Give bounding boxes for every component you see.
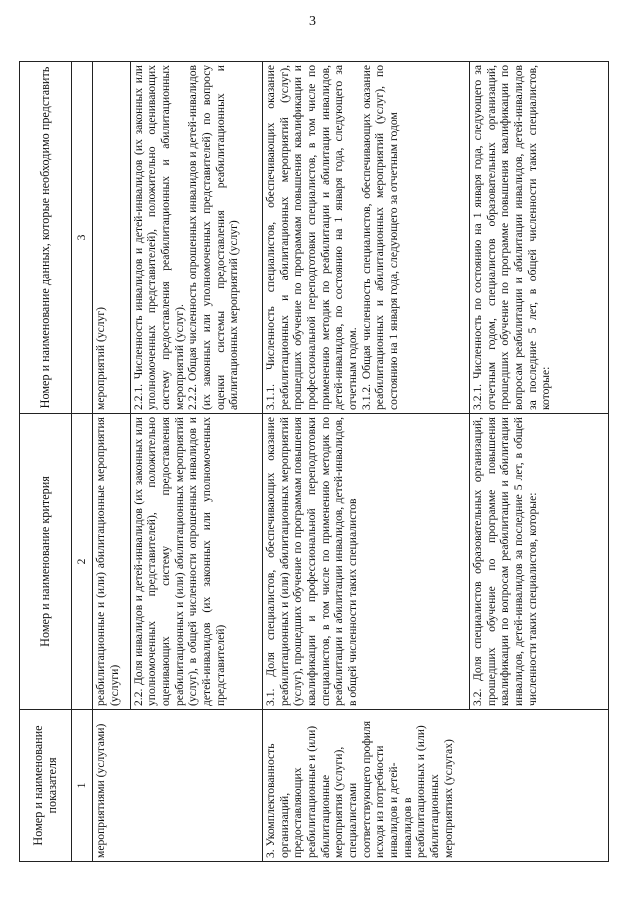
criterion-cell: реабилитационные и (или) абилитационные мероприятия (услуги) [92,414,130,710]
column-number: 1 [71,710,92,862]
table-row [92,62,130,862]
header-row [20,62,72,862]
column-number: 3 [71,62,92,414]
table-row [262,62,469,862]
indicator-cell: мероприятиями (услугами) [92,710,262,862]
column-number: 2 [71,414,92,710]
criterion-cell: 3.1. Доля специалистов, обеспечивающих оказание реабилитационных и (или) абилитационных мероприятий (услуг), прошедших обучение по программам повышения квалификации и профессиональной переподготовки специалистов, в том числе по применению методик по реабилитации и абилитации инвалидов, детей-инвалидов, в общей численности таких специалистов [262,414,469,710]
data-item: 3.1.1. Численность специалистов, обеспечивающих оказание реабилитационных и абилитационных мероприятий (услуг), прошедших обучение по программам повышения квалификации и профессиональной переподготовки специалистов, в том числе по применению методик по реабилитации и абилитации инвалидов, детей-инвалидов, по состоянию на 1 января года, следующего за отчетным годом. [263,65,359,410]
criterion-cell: 3.2. Доля специалистов образовательных организаций, прошедших обучение по программе повышения квалификации по вопросам реабилитации и абилитации инвалидов, детей-инвалидов за последние 5 лет, в общей численности таких специалистов, которые: [470,414,609,710]
header-data: Номер и наименование данных, которые необходимо представить [20,62,72,414]
data-cell: мероприятий (услуг) [92,62,130,414]
data-cell [130,62,262,414]
page-number: 3 [309,14,316,29]
indicator-cell: 3. Укомплектованность организаций, предоставляющих реабилитационные и (или) абилитационные мероприятия (услуги), специалистами соответствующего профиля исходя из потребности инвалидов и детей-инвалидов в реабилитационных и (или) абилитационных мероприятиях (услугах) [262,710,608,862]
column-number-row [71,62,92,862]
rotated-table-container [19,62,609,862]
header-indicator: Номер и наименование показателя [20,710,72,862]
header-criteria: Номер и наименование критерия [20,414,72,710]
criterion-cell: 2.2. Доля инвалидов и детей-инвалидов (их законных или уполномоченных представителей), положительно оценивающих систему предоставления реабилитационных и (или) абилитационных мероприятий (услуг), в общей численности опрошенных инвалидов и детей-инвалидов (их законных или уполномоченных представителей) [130,414,262,710]
data-item: 2.2.2. Общая численность опрошенных инвалидов и детей-инвалидов (их законных или уполномоченных представителей) по вопросу оценки системы предоставления реабилитационных и абилитационных мероприятий (услуг) [186,65,241,410]
data-cell [262,62,469,414]
data-item: 3.1.2. Общая численность специалистов, обеспечивающих оказание реабилитационных и абилитационных мероприятий (услуг), по состоянию на 1 января года, следующего за отчетным годом [359,65,400,410]
data-cell: 3.2.1. Численность по состоянию на 1 января года, следующего за отчетным годом, специалистов образовательных организаций, прошедших обучение по программе повышения квалификации по вопросам реабилитации и абилитации инвалидов, детей-инвалидов за последние 5 лет, в общей численности таких специалистов, которые: [470,62,609,414]
criteria-table [19,61,609,862]
data-item: 2.2.1. Численность инвалидов и детей-инвалидов (их законных или уполномоченных представителей), положительно оценивающих систему предоставления реабилитационных и абилитационных мероприятий (услуг). [131,65,186,410]
